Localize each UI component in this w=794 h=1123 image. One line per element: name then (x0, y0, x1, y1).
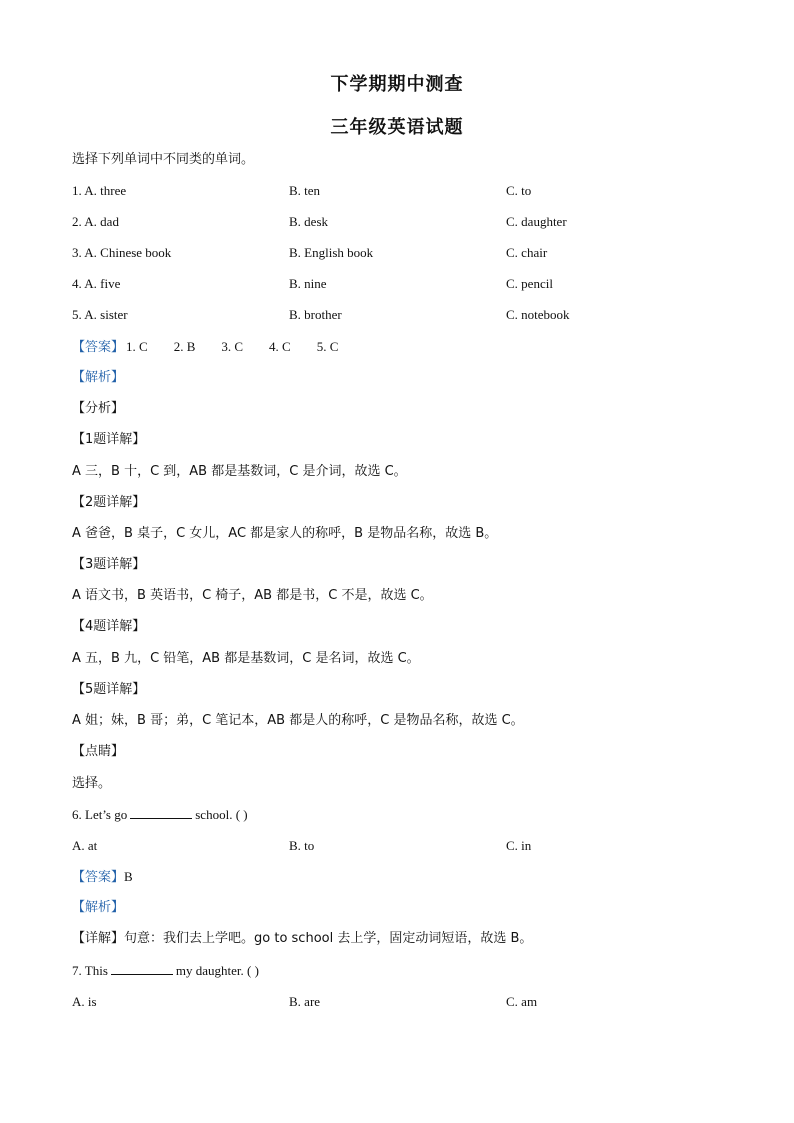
option-a: 4. A. five (72, 276, 121, 291)
option-b: B. brother (289, 307, 342, 322)
detail-text-3: A 语文书，B 英语书，C 椅子，AB 都是书，C 不是，故选 C。 (72, 588, 433, 603)
q6-detail-line (72, 930, 532, 948)
instruction: 选择下列单词中不同类的单词。 (72, 152, 255, 167)
q7-stem-pre: 7. This (72, 963, 108, 978)
option-a: 5. A. sister (72, 307, 128, 322)
detail-text-4: A 五，B 九，C 铅笔，AB 都是基数词，C 是名词，故选 C。 (72, 651, 420, 666)
q6-stem-post: school. ( ) (195, 807, 248, 822)
option-c: C. notebook (506, 307, 570, 322)
detail-head-4: 【4题详解】 (72, 619, 146, 634)
detail-head-5: 【5题详解】 (72, 682, 146, 697)
dianjing-text: 选择。 (72, 776, 112, 791)
detail-head-3: 【3题详解】 (72, 557, 146, 572)
option-a: 1. A. three (72, 183, 127, 198)
option-c: C. to (506, 183, 532, 198)
option-c: C. pencil (506, 276, 553, 291)
option-c: C. daughter (506, 214, 567, 229)
option-a: 3. A. Chinese book (72, 245, 172, 260)
option-b: B. English book (289, 245, 374, 260)
q7-option-b: B. are (289, 994, 321, 1009)
page-subtitle: 三年级英语试题 (330, 117, 464, 138)
answer-4: 4. C (269, 339, 291, 354)
detail-text-2: A 爸爸，B 桌子，C 女儿，AC 都是家人的称呼，B 是物品名称，故选 B。 (72, 526, 498, 541)
answer-1: 1. C (126, 339, 148, 354)
option-b: B. ten (289, 183, 321, 198)
q6-blank (130, 806, 192, 819)
answer-3: 3. C (221, 339, 244, 354)
q6-option-c: C. in (506, 838, 532, 853)
q6-option-a: A. at (72, 838, 98, 853)
option-b: B. nine (289, 276, 327, 291)
q6-detail-tag: 【详解】 (72, 931, 125, 946)
q6-answer-line (72, 868, 133, 887)
q6-answer: B (124, 869, 133, 884)
question-7 (72, 962, 259, 980)
q7-option-a: A. is (72, 994, 97, 1009)
q6-analysis-tag: 【解析】 (72, 900, 125, 915)
page-title: 下学期期中测查 (330, 74, 464, 95)
detail-head-2: 【2题详解】 (72, 495, 146, 510)
q6-stem-pre: 6. Let’s go (72, 807, 128, 822)
answer-2: 2. B (173, 339, 196, 354)
q6-detail-text: 句意：我们去上学吧。go to school 去上学，固定动词短语，故选 B。 (124, 931, 533, 946)
detail-text-5: A 姐；妹，B 哥；弟，C 笔记本，AB 都是人的称呼，C 是物品名称，故选 C。 (72, 713, 524, 728)
q7-option-c: C. am (506, 994, 538, 1009)
option-c: C. chair (506, 245, 548, 260)
option-b: B. desk (289, 214, 328, 229)
fenxi-tag: 【分析】 (72, 401, 125, 416)
analysis-tag: 【解析】 (72, 370, 125, 385)
detail-text-1: A 三，B 十，C 到，AB 都是基数词，C 是介词，故选 C。 (72, 464, 407, 479)
question-6 (72, 806, 248, 824)
detail-head-1: 【1题详解】 (72, 432, 146, 447)
answer-5: 5. C (316, 339, 339, 354)
q6-answer-tag: 【答案】 (72, 870, 125, 885)
answer-tag: 【答案】 (72, 340, 125, 355)
q7-stem-post: my daughter. ( ) (175, 963, 259, 978)
q6-option-b: B. to (289, 838, 315, 853)
option-a: 2. A. dad (72, 214, 119, 229)
answer-line (72, 338, 364, 357)
q7-blank (111, 962, 173, 975)
dianjing-tag: 【点睛】 (72, 744, 125, 759)
